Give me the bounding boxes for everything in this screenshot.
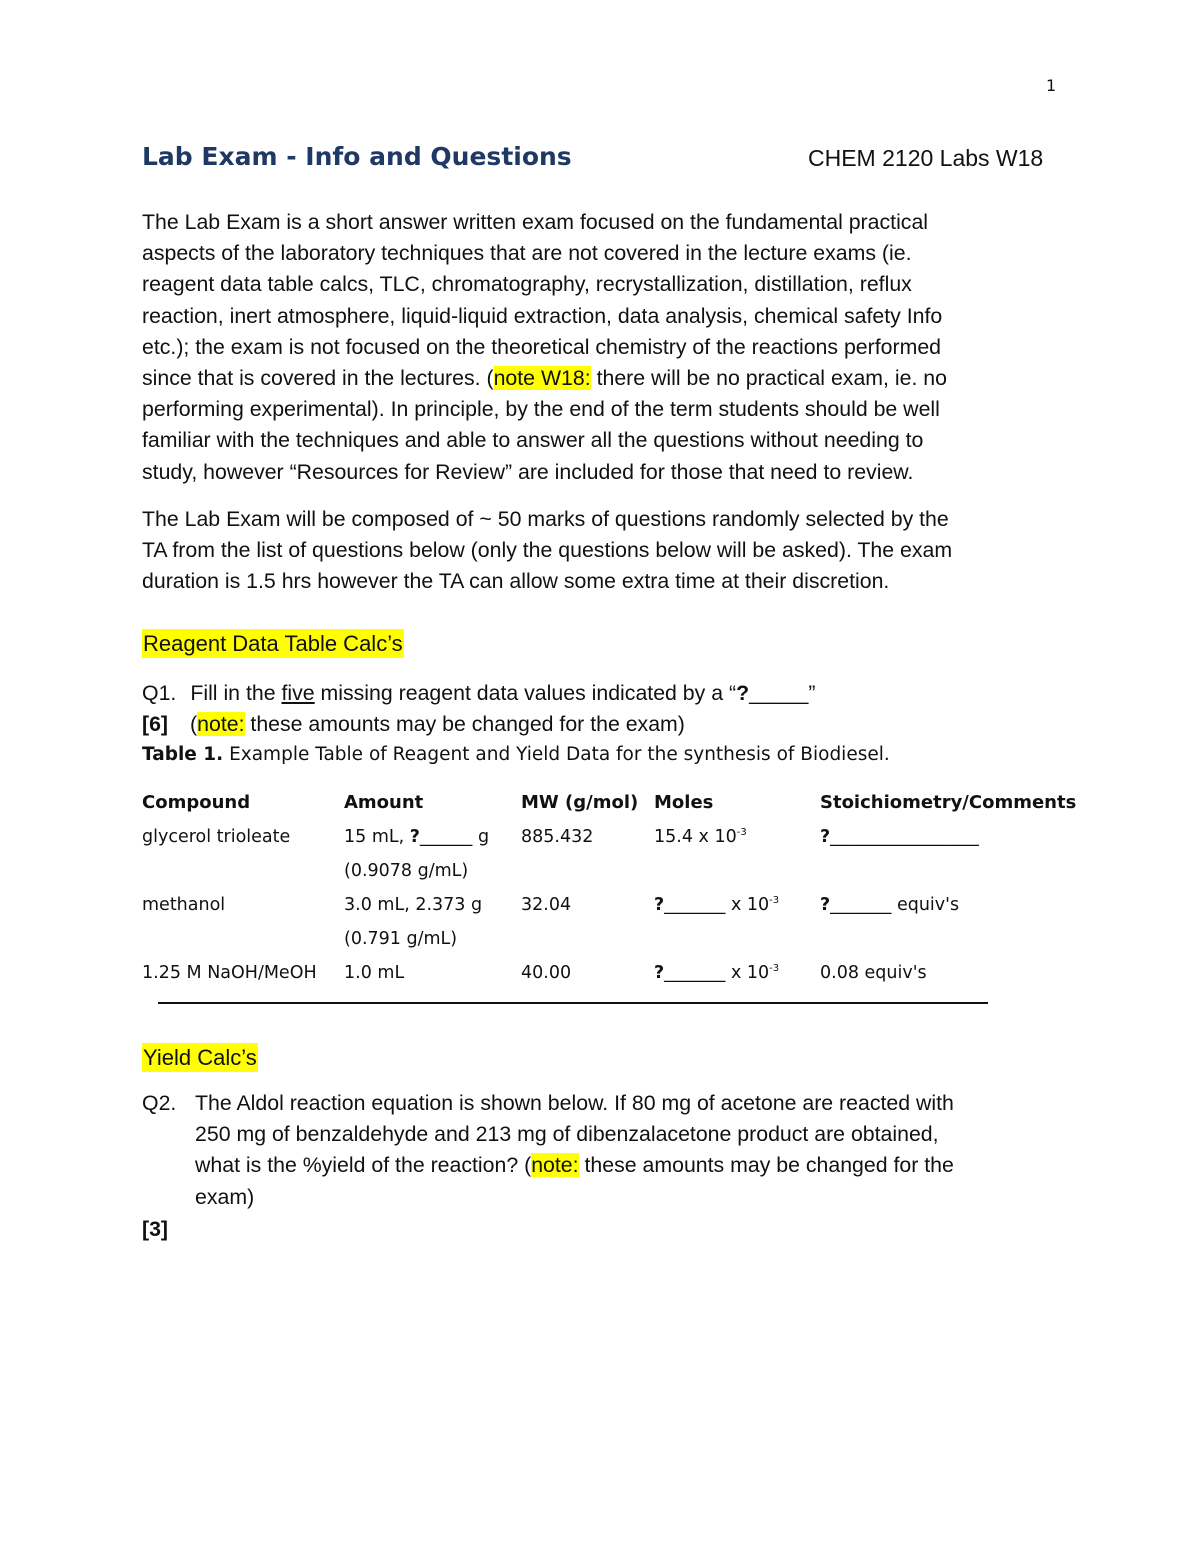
table-cell: ?_______ x $10^{-3}$ — [654, 963, 780, 983]
table-caption: Table 1. Example Table of Reagent and Yield Data for the synthesis of Biodiesel. — [142, 744, 890, 765]
section-heading-reagent: Reagent Data Table Calc’s — [143, 631, 403, 656]
text-line: performing experimental). In principle, by the end of the term students should be well — [142, 397, 940, 422]
question-2-text — [195, 1088, 1055, 1213]
table-cell: 40.00 — [521, 963, 572, 983]
table-bottom-rule — [158, 1002, 988, 1004]
text-line: 250 mg of benzaldehyde and 213 mg of dibenzalacetone product are obtained, — [195, 1122, 939, 1147]
text-line: TA from the list of questions below (only the questions below will be asked). The exam — [142, 538, 953, 563]
document-title: Lab Exam - Info and Questions — [142, 142, 572, 171]
text-line: exam) — [195, 1184, 255, 1209]
table-cell: (0.9078 g/mL) — [344, 861, 469, 881]
question-2-number: Q2. — [142, 1091, 177, 1115]
table-cell: ?_________________ — [820, 827, 979, 847]
table-cell: 15 mL, ?______ g — [344, 827, 490, 847]
column-header: Stoichiometry/Comments — [820, 792, 1077, 813]
table-cell: 1.0 mL — [344, 963, 405, 983]
text-line: since that is covered in the lectures. (note W18: there will be no practical exam, ie. no — [142, 365, 947, 390]
text-line: The Lab Exam is a short answer written exam focused on the fundamental practical — [142, 210, 929, 234]
table-cell: 32.04 — [521, 895, 572, 915]
table-cell: 15.4 x $10^{-3}$ — [654, 827, 747, 847]
table-cell: ?_______ x $10^{-3}$ — [654, 895, 780, 915]
table-cell: 0.08 equiv's — [820, 963, 927, 983]
column-header: Amount — [344, 792, 424, 813]
highlighted-note: note W18: — [493, 365, 591, 390]
section-heading-yield: Yield Calc’s — [143, 1045, 257, 1070]
table-cell: methanol — [142, 895, 226, 915]
column-header: Moles — [654, 792, 714, 813]
composition-paragraph — [142, 504, 1052, 598]
question-1-line: Q1. Fill in the five missing reagent data values indicated by a “?_____” — [142, 681, 816, 705]
question-1-note: [6] (note: these amounts may be changed for the exam) — [142, 712, 685, 736]
highlighted-note: note: — [197, 712, 245, 736]
text-line: what is the %yield of the reaction? (note: these amounts may be changed for the — [195, 1153, 954, 1178]
text-line: reagent data table calcs, TLC, chromatography, recrystallization, distillation, reflux — [142, 272, 912, 297]
marks-label: [6] — [142, 712, 169, 736]
table-cell: 3.0 mL, 2.373 g — [344, 895, 483, 915]
text-line: study, however “Resources for Review” are included for those that need to review. — [142, 459, 914, 484]
text-line: duration is 1.5 hrs however the TA can allow some extra time at their discretion. — [142, 569, 890, 594]
table-cell: 885.432 — [521, 827, 594, 847]
intro-paragraph — [142, 207, 1052, 488]
course-code: CHEM 2120 Labs W18 — [808, 145, 1044, 171]
table-cell: ?_______ equiv's — [820, 895, 960, 915]
column-header: MW (g/mol) — [521, 792, 639, 813]
question-number: Q1. — [142, 681, 177, 705]
table-cell: 1.25 M NaOH/MeOH — [142, 963, 317, 983]
text-line: etc.); the exam is not focused on the theoretical chemistry of the reactions performed — [142, 334, 942, 359]
text-line: The Aldol reaction equation is shown below. If 80 mg of acetone are reacted with — [195, 1091, 954, 1115]
text-line: familiar with the techniques and able to answer all the questions without needing to — [142, 428, 924, 453]
table-cell: (0.791 g/mL) — [344, 929, 458, 949]
text-line: reaction, inert atmosphere, liquid-liquid extraction, data analysis, chemical safety Info — [142, 303, 943, 328]
column-header: Compound — [142, 792, 251, 813]
table-cell: glycerol trioleate — [142, 827, 291, 847]
highlighted-note: note: — [531, 1153, 579, 1178]
marks-label: [3] — [142, 1217, 169, 1241]
text-line: aspects of the laboratory techniques that are not covered in the lecture exams (ie. — [142, 241, 912, 266]
text-line: The Lab Exam will be composed of ~ 50 marks of questions randomly selected by the — [142, 507, 949, 531]
page-number: 1 — [1046, 76, 1057, 95]
